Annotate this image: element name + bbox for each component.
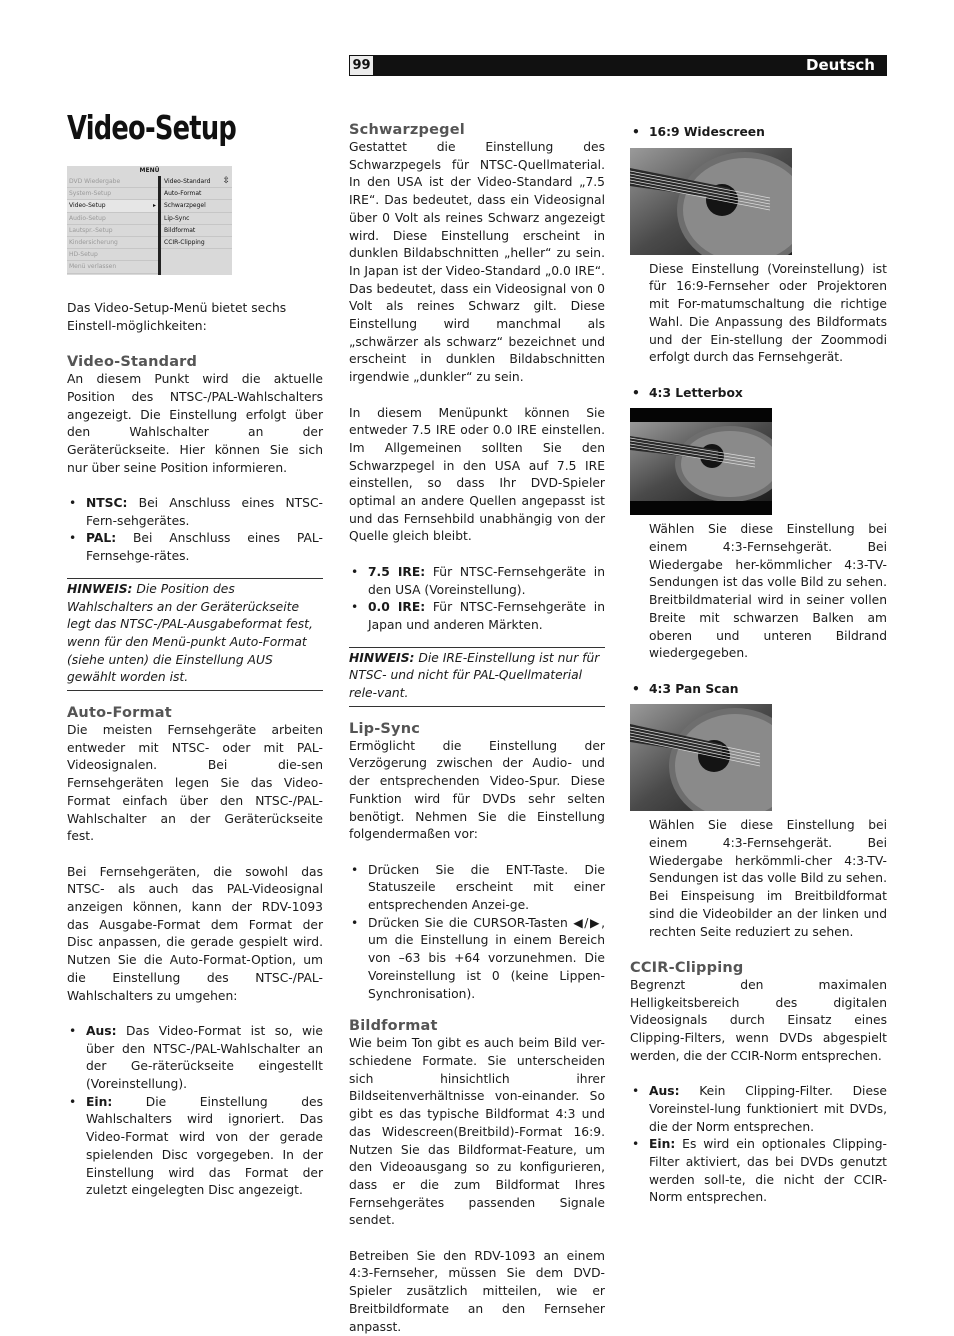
list-item bbox=[67, 1094, 323, 1200]
bildformat-text-2: Betreiben Sie den RDV-1093 an einem 4:3-Fernseher, müssen Sie dem DVD-Spieler zusätzlich mitteilen, wie er Breitbildformate an den Fernseher anpasst. bbox=[349, 1248, 605, 1334]
osd-submenu-item: Bildformat bbox=[161, 225, 232, 237]
note-text: Die IRE-Einstellung ist nur für NTSC- und nicht für PAL-Quellmaterial rele-vant. bbox=[349, 650, 600, 701]
note-label: HINWEIS: bbox=[349, 650, 415, 665]
schwarzpegel-options bbox=[349, 564, 605, 635]
heading-ccir-clipping: CCIR-Clipping bbox=[630, 959, 744, 976]
option-panscan-text: Wählen Sie diese Einstellung bei einem 4:3-Fernsehgerät. Bei Wiedergabe herkömmli-cher 4:3-TV-Sendungen ist das volle Bild zu sehen. Bei Einspeisung im Breitbildformat sind die Videobilder an der linken und rechten Seite reduziert zu sehen. bbox=[649, 818, 887, 939]
navigation-cross-icon: ⇳ bbox=[222, 176, 230, 186]
option-text: Bei Anschluss eines PAL-Fernsehge-rätes. bbox=[86, 531, 323, 564]
heading-schwarzpegel: Schwarzpegel bbox=[349, 122, 465, 138]
language-label: Deutsch bbox=[806, 56, 875, 74]
ccir-text: Begrenzt den maximalen Helligkeitsbereich des digitalen Videosignals durch Einsatz eines Clipping-Filters, wenn DVDs abgespielt werden, die der CCIR-Norm entsprechen. bbox=[630, 977, 887, 1063]
osd-menu-screenshot bbox=[67, 166, 232, 275]
note-text: Die Position des Wahlschalters an der Geräterückseite legt das NTSC-/PAL-Ausgabeformat fest, wenn für den Menü-punkt Auto-Format (siehe unten) die Einstellung AUS gewählt worden ist. bbox=[67, 581, 313, 685]
osd-menu-item: DVD Wiedergabe bbox=[67, 176, 158, 188]
option-label: Ein: bbox=[649, 1137, 676, 1152]
page-title: Video-Setup bbox=[67, 108, 237, 147]
osd-menu-item: Lautspr.-Setup bbox=[67, 225, 158, 237]
osd-submenu-item: Auto-Format bbox=[161, 188, 232, 200]
schwarzpegel-text-2: In diesem Menüpunkt können Sie entweder 7.5 IRE oder 0.0 IRE einstellen. Im Allgemeinen sollten Sie den Schwarzpegel in den USA auf 7.5 IRE einstellen, so dass Ihr DVD-Spieler optimal an andere Quellen angepasst ist und das Fernsehbild unabhängig von der Quelle gleich bleibt. bbox=[349, 405, 605, 544]
osd-menu-item: Menü verlassen bbox=[67, 261, 158, 273]
list-item bbox=[630, 1136, 887, 1207]
list-item bbox=[67, 1023, 323, 1094]
list-item bbox=[349, 599, 605, 634]
note-box bbox=[67, 578, 323, 691]
osd-menu-left-list bbox=[67, 176, 158, 274]
list-item bbox=[349, 564, 605, 599]
option-text: Das Video-Format ist so, wie über den NTSC-/PAL-Wahlschalter an der Ge-räterückseite eingestellt (Voreinstellung). bbox=[86, 1023, 323, 1092]
auto-format-text-2: Bei Fernsehgeräten, die sowohl das NTSC- als auch das PAL-Videosignal anzeigen können, kann der RDV-1093 das Ausgabe-Format dem Format der Disc anpassen, die gerade gespielt wird. Nutzen Sie die Auto-Format-Option, um die Einstellung des NTSC-/PAL-Wahlschalters zu umgehen: bbox=[67, 864, 323, 1003]
osd-menu-item-label: Video-Setup bbox=[69, 202, 106, 210]
list-item bbox=[630, 1083, 887, 1136]
option-16-9-text: Diese Einstellung (Voreinstellung) ist für 16:9-Fernseher oder Projektoren mit For-matumschaltung die richtige Wahl. Die Anpassung des Bildformats und der Ein-stellung der Zoommodi erfolgt durch das Fernsehgerät. bbox=[649, 261, 887, 365]
option-label: NTSC: bbox=[86, 496, 128, 510]
osd-submenu-item-label: Video-Standard bbox=[164, 178, 211, 185]
osd-submenu-item: Schwarzpegel bbox=[161, 200, 232, 212]
option-label: Aus: bbox=[86, 1023, 117, 1038]
guitar-photo bbox=[630, 148, 792, 255]
option-label: Aus: bbox=[649, 1084, 680, 1099]
option-letterbox-label: • 4:3 Letterbox bbox=[630, 385, 887, 403]
osd-submenu-item: Lip-Sync bbox=[161, 213, 232, 225]
guitar-image-letterbox bbox=[630, 408, 772, 515]
osd-menu-item-active bbox=[67, 200, 158, 212]
osd-menu-item: HD-Setup bbox=[67, 249, 158, 261]
osd-menu-title: MENÜ bbox=[139, 167, 160, 174]
osd-submenu-item: CCIR-Clipping bbox=[161, 237, 232, 249]
option-text: Bei Anschluss eines NTSC-Fern-sehgerätes. bbox=[86, 496, 323, 528]
video-standard-text: An diesem Punkt wird die aktuelle Position des NTSC-/PAL-Wahlschalters angezeigt. Die Einstellung erfolgt über den Wahlschalter an der Geräterückseite. Hier können Sie sich nur über seine Position informieren. bbox=[67, 372, 323, 475]
column-2 bbox=[349, 121, 605, 1336]
option-16-9-label: • 16:9 Widescreen bbox=[630, 124, 887, 142]
list-item bbox=[67, 495, 323, 530]
option-text: Kein Clipping-Filter. Diese Voreinstel-lung funktioniert mit DVDs, die der Norm entsprechen. bbox=[649, 1084, 887, 1134]
lip-sync-text: Ermöglicht die Einstellung der Verzögerung zwischen der Audio- und der entsprechenden Video-Spur. Diese Funktion wird für DVDs sehr selten benötigt. Nehmen Sie die Einstellung folgendermaßen vor: bbox=[349, 738, 605, 842]
guitar-photo bbox=[630, 408, 772, 515]
column-1 bbox=[67, 300, 323, 1200]
note-label: HINWEIS: bbox=[67, 581, 133, 596]
option-text: Es wird ein optionales Clipping-Filter aktiviert, das bei DVDs genutzt werden soll-te, die nicht der CCIR-Norm entsprechen. bbox=[649, 1137, 887, 1205]
bildformat-text-1: Wie beim Ton gibt es auch beim Bild ver-schiedene Formate. Sie unterscheiden sich hinsichtlich ihrer Bildseitenverhältnisse von-einander. So gibt es das typische Bildformat 4:3 und das Widescreen(Breitbild)-Format 16:9. Nutzen Sie das Bildformat-Feature, um den Videoausgang so zu konfigurieren, dass er die zum Bildformat Ihres Fernsehgerätes passenden Signale sendet. bbox=[349, 1036, 605, 1228]
intro-paragraph: Das Video-Setup-Menü bietet sechs Einstell-möglichkeiten: bbox=[67, 301, 287, 333]
list-item: • Drücken Sie die CURSOR-Tasten ◀/▶, um die Einstellung in einem Bereich von –63 bis +64 vorzunehmen. Die Voreinstellung ist 0 (keine Lippen-Synchronisation). bbox=[349, 915, 605, 1004]
option-label: PAL: bbox=[86, 531, 117, 546]
heading-bildformat: Bildformat bbox=[349, 1018, 438, 1035]
page-header-bar bbox=[349, 55, 887, 76]
osd-menu-item: System-Setup bbox=[67, 188, 158, 200]
heading-auto-format: Auto-Format bbox=[67, 705, 172, 722]
schwarzpegel-text-1: Gestattet die Einstellung des Schwarzpegels für NTSC-Quellmaterial. In den USA ist der Video-Standard „7.5 IRE“. Das bedeutet, dass ein Videosignal über 0 Volt als reines Schwarz angezeigt wird. Diese Einstellung erscheint in dunklen Bildabschnitten „heller“ zu sein. In Japan ist der Video-Standard „0.0 IRE“. Das bedeutet, dass ein Videosignal von 0 Volt als reines Schwarz gilt. Diese Einstellung wird manchmal als „schwärzer als schwarz“ bezeichnet und erscheint in dunklen Bildabschnitten irgendwie „dunkler“ zu sein. bbox=[349, 140, 605, 385]
column-3 bbox=[630, 124, 887, 1207]
heading-video-standard: Video-Standard bbox=[67, 354, 198, 371]
guitar-photo bbox=[630, 704, 772, 811]
heading-lip-sync: Lip-Sync bbox=[349, 720, 421, 737]
lip-sync-steps bbox=[349, 862, 605, 1004]
osd-menu-right-list bbox=[161, 176, 232, 249]
guitar-image-panscan bbox=[630, 704, 772, 811]
note-box bbox=[349, 647, 605, 707]
page-number: 99 bbox=[349, 55, 374, 76]
option-text: Die Einstellung des Wahlschalters wird ignoriert. Das Video-Format wird von der gerade spielenden Disc vorgegeben. In der Einstellung wird das Format der zuletzt eingelegten Disc angezeigt. bbox=[86, 1094, 323, 1198]
osd-menu-item: Audio-Setup bbox=[67, 213, 158, 225]
auto-format-options bbox=[67, 1023, 323, 1200]
video-standard-options bbox=[67, 495, 323, 566]
option-letterbox-text: Wählen Sie diese Einstellung bei einem 4:3-Fernsehgerät. Bei Wiedergabe her-kömmlicher 4:3-TV-Sendungen ist das volle Bild zu sehen. Breitbildmaterial wird in seiner vollen Breite mit schwarzen Balken am oberen und unteren Bildrand wiedergegeben. bbox=[649, 522, 887, 661]
list-item bbox=[67, 530, 323, 565]
auto-format-text-1: Die meisten Fernsehgeräte arbeiten entweder mit NTSC- oder mit PAL-Videosignalen. Bei die-sen Fernsehgeräten legen Sie das Video-Format einfach über den NTSC-/PAL-Wahlschalter an der Geräterückseite fest. bbox=[67, 723, 323, 844]
guitar-image-widescreen bbox=[630, 148, 792, 255]
option-text: Für NTSC-Fernsehgeräte in den USA (Voreinstellung). bbox=[368, 564, 605, 597]
arrow-right-icon: ▸ bbox=[152, 202, 156, 210]
ccir-options bbox=[630, 1083, 887, 1207]
option-label: 0.0 IRE: bbox=[368, 600, 426, 615]
osd-submenu-item bbox=[161, 176, 232, 188]
option-label: 7.5 IRE: bbox=[368, 564, 426, 579]
option-label: Ein: bbox=[86, 1094, 113, 1109]
option-panscan-label: • 4:3 Pan Scan bbox=[630, 681, 887, 699]
osd-menu-item: Kindersicherung bbox=[67, 237, 158, 249]
list-item: • Drücken Sie die ENT-Taste. Die Statuszeile erscheint mit einer entsprechenden Anzei-ge. bbox=[349, 862, 605, 915]
option-text: Für NTSC-Fernsehgeräte in Japan und anderen Märkten. bbox=[368, 600, 605, 632]
